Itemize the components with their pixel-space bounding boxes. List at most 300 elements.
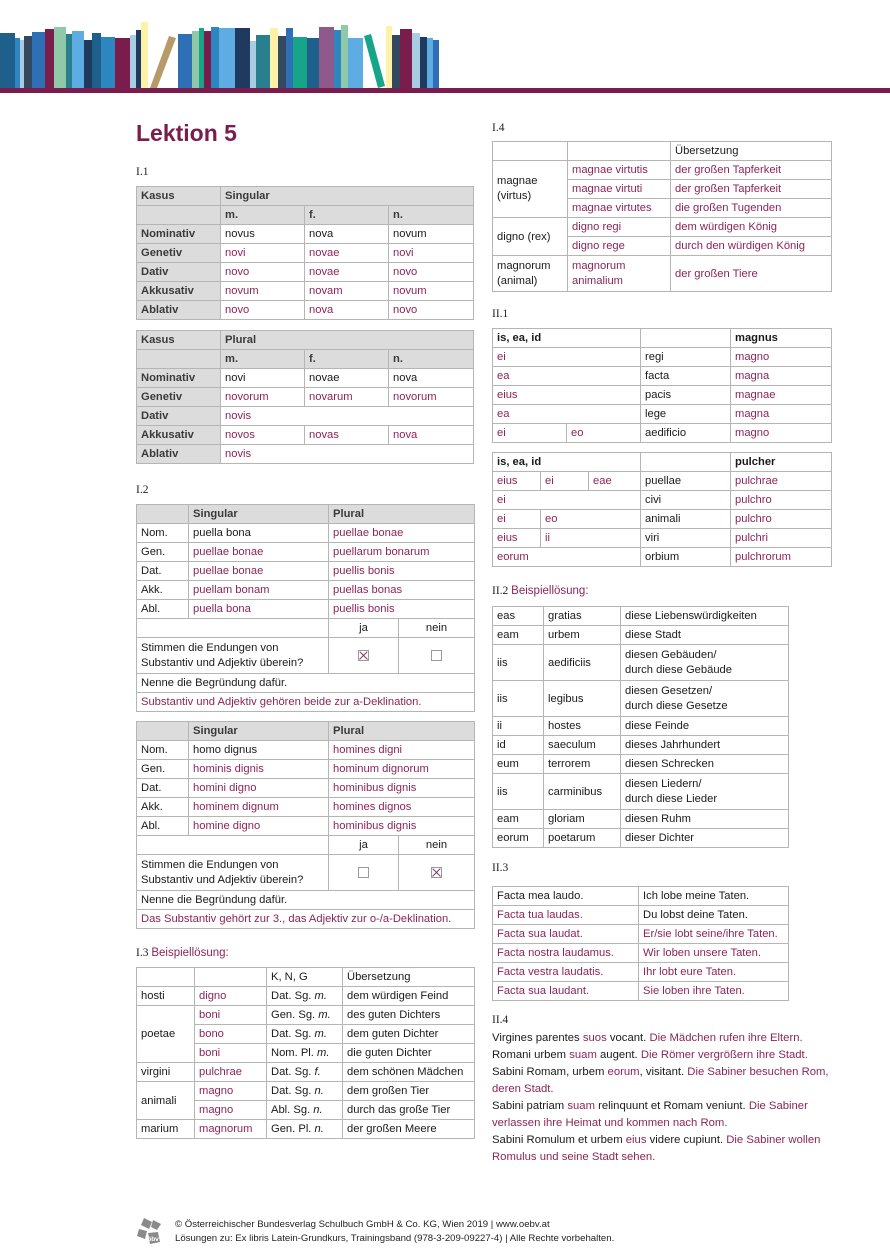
section-label-ii2	[492, 585, 589, 597]
table-row	[137, 426, 474, 445]
noun-cell: gloriam	[544, 810, 621, 829]
noun-cell: orbium	[641, 548, 731, 567]
translation-cell: der großen Meere	[343, 1120, 475, 1139]
form-cell: digno rege	[568, 237, 671, 256]
kng-cell: Dat. Sg. m.	[267, 987, 343, 1006]
adjective-cell: magno	[195, 1082, 267, 1101]
table-cell: homine digno	[189, 817, 329, 836]
case-label: Akkusativ	[137, 426, 221, 445]
adjective-cell: magno	[195, 1101, 267, 1120]
table-row	[137, 817, 475, 836]
case-label: Nom.	[137, 524, 189, 543]
adjective-cell: pulchro	[731, 510, 832, 529]
header-cell: f.	[305, 350, 389, 369]
table-row	[137, 760, 475, 779]
header-cell: Singular	[189, 505, 329, 524]
table-row	[137, 798, 475, 817]
translation-cell: dem würdigen Feind	[343, 987, 475, 1006]
table-row	[493, 472, 832, 491]
pronoun-cell: iis	[493, 681, 544, 717]
section-label-i1: I.1	[136, 166, 149, 178]
noun-cell: virgini	[137, 1063, 195, 1082]
footer-copyright: © Österreichischer Bundesverlag Schulbuch GmbH & Co. KG, Wien 2019 | www.oebv.at	[175, 1219, 550, 1230]
pronoun-cell: ea	[493, 367, 641, 386]
header-cell: Singular	[189, 722, 329, 741]
shelf-line	[0, 88, 890, 93]
header-cell: K, N, G	[267, 968, 343, 987]
table-row	[493, 607, 789, 626]
noun-cell: animali	[137, 1082, 195, 1120]
table-header-row	[137, 722, 475, 741]
adjective-cell: magno	[731, 348, 832, 367]
table-row	[137, 891, 475, 910]
header-cell: Kasus	[137, 331, 221, 350]
section-label-i4: I.4	[492, 122, 505, 134]
translation-cell: dem guten Dichter	[343, 1025, 475, 1044]
case-label: Abl.	[137, 817, 189, 836]
kng-cell: Dat. Sg. m.	[267, 1025, 343, 1044]
kng-cell: Abl. Sg. n.	[267, 1101, 343, 1120]
table-row	[137, 581, 475, 600]
table-cell: homines digni	[329, 741, 475, 760]
table-row	[137, 369, 474, 388]
table-cell: nova	[389, 426, 474, 445]
pronoun-cell: ei	[541, 472, 589, 491]
table-ii2	[492, 606, 789, 848]
latin-cell: Facta sua laudant.	[493, 982, 639, 1001]
table-cell: novae	[305, 244, 389, 263]
table-cell: novus	[221, 225, 305, 244]
table-row	[493, 963, 789, 982]
header-cell: n.	[389, 206, 474, 225]
logo-text: öbv	[147, 1236, 159, 1243]
noun-cell: facta	[641, 367, 731, 386]
table-row	[493, 645, 789, 681]
table-row	[137, 1063, 475, 1082]
noun-cell: puellae	[641, 472, 731, 491]
noun-cell: viri	[641, 529, 731, 548]
table-row	[137, 638, 475, 674]
table-row	[137, 836, 475, 855]
noun-cell: poetarum	[544, 829, 621, 848]
adjective-cell: pulchri	[731, 529, 832, 548]
case-label: Nom.	[137, 741, 189, 760]
form-cell: magnae virtuti	[568, 180, 671, 199]
table-row	[137, 600, 475, 619]
table-row	[493, 906, 789, 925]
adjective-cell: pulchrorum	[731, 548, 832, 567]
table-row	[137, 543, 475, 562]
case-label: Ablativ	[137, 301, 221, 320]
noun-cell: civi	[641, 491, 731, 510]
book-spines	[0, 22, 439, 88]
pronoun-cell: eum	[493, 755, 544, 774]
adjective-cell: magna	[731, 405, 832, 424]
table-cell: puellarum bonarum	[329, 543, 475, 562]
sentence-line: Sabini Romulum et urbem eius videre cupiunt. Die Sabiner wollen	[492, 1134, 821, 1146]
header-cell: is, ea, id	[493, 453, 641, 472]
table-i2-puella	[136, 504, 475, 712]
table-cell: novae	[305, 263, 389, 282]
table-i4	[492, 141, 832, 292]
case-label: Akk.	[137, 581, 189, 600]
table-cell: novi	[221, 369, 305, 388]
table-row	[137, 741, 475, 760]
header-cell: f.	[305, 206, 389, 225]
noun-cell: hosti	[137, 987, 195, 1006]
translation-cell: der großen Tapferkeit	[671, 161, 832, 180]
table-cell: puella bona	[189, 524, 329, 543]
section-number: I.3	[136, 947, 149, 959]
table-cell: novorum	[389, 388, 474, 407]
table-cell: novas	[305, 426, 389, 445]
translation-cell: dieses Jahrhundert	[621, 736, 789, 755]
translation-cell: Du lobst deine Taten.	[639, 906, 789, 925]
reason-prompt: Nenne die Begründung dafür.	[137, 891, 475, 910]
table-cell: puellis bonis	[329, 600, 475, 619]
table-row	[493, 717, 789, 736]
pronoun-cell: id	[493, 736, 544, 755]
table-row	[493, 161, 832, 180]
table-cell: hominem dignum	[189, 798, 329, 817]
table-row	[137, 779, 475, 798]
header-cell: Übersetzung	[343, 968, 475, 987]
case-label: Genetiv	[137, 244, 221, 263]
header-cell: Plural	[329, 505, 475, 524]
adjective-cell: boni	[195, 1006, 267, 1025]
sample-solution-label: Beispiellösung:	[511, 585, 589, 597]
noun-cell: magnorum (animal)	[493, 256, 568, 292]
translation-cell: durch den würdigen König	[671, 237, 832, 256]
sentence-line: Romani urbem suam augent. Die Römer vergrößern ihre Stadt.	[492, 1049, 808, 1061]
table-cell: novum	[389, 282, 474, 301]
table-header-row	[137, 968, 475, 987]
case-label: Dat.	[137, 562, 189, 581]
noun-cell: regi	[641, 348, 731, 367]
question-text: Stimmen die Endungen von Substantiv und Adjektiv überein?	[137, 638, 329, 674]
translation-cell: Ich lobe meine Taten.	[639, 887, 789, 906]
table-header-row	[137, 350, 474, 369]
section-label-i3	[136, 947, 229, 959]
translation-cell: diese Stadt	[621, 626, 789, 645]
translation-cell: diesen Ruhm	[621, 810, 789, 829]
table-row	[493, 626, 789, 645]
table-row	[493, 256, 832, 292]
table-header-row	[493, 142, 832, 161]
table-cell: novis	[221, 407, 474, 426]
translation-cell: dem schönen Mädchen	[343, 1063, 475, 1082]
checkbox-no[interactable]	[431, 650, 442, 661]
sample-solution-label: Beispiellösung:	[151, 947, 229, 959]
table-cell: homines dignos	[329, 798, 475, 817]
table-cell: hominibus dignis	[329, 817, 475, 836]
table-cell: nova	[389, 369, 474, 388]
table-row	[493, 944, 789, 963]
reason-prompt: Nenne die Begründung dafür.	[137, 674, 475, 693]
translation-cell: diese Feinde	[621, 717, 789, 736]
table-row	[137, 225, 474, 244]
noun-cell: marium	[137, 1120, 195, 1139]
adjective-cell: magnae	[731, 386, 832, 405]
table-i3	[136, 967, 475, 1139]
adjective-cell: magno	[731, 424, 832, 443]
section-label-ii3: II.3	[492, 862, 509, 874]
translation-cell: der großen Tiere	[671, 256, 832, 292]
translation-cell: Ihr lobt eure Taten.	[639, 963, 789, 982]
table-header-row	[137, 331, 474, 350]
translation-cell: die guten Dichter	[343, 1044, 475, 1063]
case-label: Ablativ	[137, 445, 221, 464]
table-row	[137, 445, 474, 464]
noun-cell: terrorem	[544, 755, 621, 774]
table-ii1-pulcher	[492, 452, 832, 567]
adjective-cell: magna	[731, 367, 832, 386]
pronoun-cell: eius	[493, 386, 641, 405]
header-cell: n.	[389, 350, 474, 369]
table-cell: novo	[221, 301, 305, 320]
table-row	[137, 855, 475, 891]
adjective-cell: pulchrae	[195, 1063, 267, 1082]
table-cell: homini digno	[189, 779, 329, 798]
sentence-line: Sabini Romam, urbem eorum, visitant. Die Sabiner besuchen Rom,	[492, 1066, 829, 1078]
table-cell: puellas bonas	[329, 581, 475, 600]
table-cell: novos	[221, 426, 305, 445]
pronoun-cell: ei	[493, 491, 641, 510]
pronoun-cell: iis	[493, 774, 544, 810]
table-cell: novae	[305, 369, 389, 388]
footer-source: Lösungen zu: Ex libris Latein-Grundkurs, Trainingsband (978-3-209-09227-4) | Alle Rechte vorbehalten.	[175, 1232, 615, 1244]
pronoun-cell: ea	[493, 405, 641, 424]
section-label-i2: I.2	[136, 484, 149, 496]
pronoun-cell: eae	[589, 472, 641, 491]
pronoun-cell: ei	[493, 510, 541, 529]
adjective-cell: digno	[195, 987, 267, 1006]
header-cell: m.	[221, 206, 305, 225]
adjective-cell: bono	[195, 1025, 267, 1044]
header-cell: is, ea, id	[493, 329, 641, 348]
page-title: Lektion 5	[136, 120, 237, 146]
latin-cell: Facta tua laudas.	[493, 906, 639, 925]
sentence-line: Romulus und seine Stadt sehen.	[492, 1151, 656, 1163]
table-cell: puellis bonis	[329, 562, 475, 581]
table-row	[137, 693, 475, 712]
translation-cell: dem würdigen König	[671, 218, 832, 237]
translation-cell: diesen Liedern/ durch diese Lieder	[621, 774, 789, 810]
case-label: Gen.	[137, 760, 189, 779]
table-cell: puellae bonae	[329, 524, 475, 543]
table-header-row	[137, 206, 474, 225]
sentence-line: Virgines parentes suos vocant. Die Mädchen rufen ihre Eltern.	[492, 1032, 803, 1044]
header-cell: magnus	[731, 329, 832, 348]
checkbox-yes[interactable]	[358, 867, 369, 878]
table-cell: nova	[305, 301, 389, 320]
table-row	[493, 887, 789, 906]
table-i1-plural	[136, 330, 474, 464]
table-cell: novorum	[221, 388, 305, 407]
table-i1-singular	[136, 186, 474, 320]
kng-cell: Dat. Sg. f.	[267, 1063, 343, 1082]
table-cell: hominis dignis	[189, 760, 329, 779]
table-ii1-magnus	[492, 328, 832, 443]
table-cell: novo	[389, 301, 474, 320]
table-row	[493, 774, 789, 810]
noun-cell: aedificiis	[544, 645, 621, 681]
header-cell: m.	[221, 350, 305, 369]
table-row	[137, 301, 474, 320]
yes-label: ja	[329, 836, 399, 855]
pronoun-cell: eius	[493, 472, 541, 491]
section-label-ii1: II.1	[492, 308, 509, 320]
pronoun-cell: eas	[493, 607, 544, 626]
table-cell: puellae bonae	[189, 562, 329, 581]
table-row	[493, 529, 832, 548]
table-row	[137, 910, 475, 929]
pronoun-cell: iis	[493, 645, 544, 681]
no-label: nein	[399, 836, 475, 855]
table-row	[493, 829, 789, 848]
table-row	[493, 424, 832, 443]
adjective-cell: pulchrae	[731, 472, 832, 491]
section-label-ii4: II.4	[492, 1014, 509, 1026]
latin-cell: Facta mea laudo.	[493, 887, 639, 906]
yes-label: ja	[329, 619, 399, 638]
case-label: Dativ	[137, 407, 221, 426]
form-cell: magnae virtutes	[568, 199, 671, 218]
adjective-cell: boni	[195, 1044, 267, 1063]
sentence-line: deren Stadt.	[492, 1083, 554, 1095]
kng-cell: Dat. Sg. n.	[267, 1082, 343, 1101]
noun-cell: pacis	[641, 386, 731, 405]
case-label: Akkusativ	[137, 282, 221, 301]
pronoun-cell: eorum	[493, 548, 641, 567]
noun-cell: carminibus	[544, 774, 621, 810]
table-cell: nova	[305, 225, 389, 244]
pronoun-cell: eo	[567, 424, 641, 443]
table-row	[137, 244, 474, 263]
table-ii3	[492, 886, 789, 1001]
noun-cell: magnae (virtus)	[493, 161, 568, 218]
adjective-cell: magnorum	[195, 1120, 267, 1139]
table-row	[137, 1006, 475, 1025]
translation-cell: diesen Gesetzen/ durch diese Gesetze	[621, 681, 789, 717]
pronoun-cell: eorum	[493, 829, 544, 848]
translation-cell: der großen Tapferkeit	[671, 180, 832, 199]
form-cell: digno regi	[568, 218, 671, 237]
table-cell: novi	[389, 244, 474, 263]
table-row	[493, 348, 832, 367]
noun-cell: urbem	[544, 626, 621, 645]
table-header-row	[137, 505, 475, 524]
translation-cell: diesen Gebäuden/ durch diese Gebäude	[621, 645, 789, 681]
translation-cell: Sie loben ihre Taten.	[639, 982, 789, 1001]
table-cell: puellae bonae	[189, 543, 329, 562]
checkbox-yes-checked[interactable]	[358, 650, 369, 661]
table-row	[137, 987, 475, 1006]
bookshelf-banner	[0, 0, 890, 96]
noun-cell: digno (rex)	[493, 218, 568, 256]
table-cell: novarum	[305, 388, 389, 407]
form-cell: magnorum animalium	[568, 256, 671, 292]
kng-cell: Gen. Pl. n.	[267, 1120, 343, 1139]
translation-cell: diesen Schrecken	[621, 755, 789, 774]
latin-cell: Facta nostra laudamus.	[493, 944, 639, 963]
table-row	[137, 1120, 475, 1139]
translation-cell: Wir loben unsere Taten.	[639, 944, 789, 963]
form-cell: magnae virtutis	[568, 161, 671, 180]
pronoun-cell: ei	[493, 424, 567, 443]
kng-cell: Nom. Pl. m.	[267, 1044, 343, 1063]
table-row	[137, 524, 475, 543]
table-i2-homo	[136, 721, 475, 929]
noun-cell: aedificio	[641, 424, 731, 443]
adjective-cell: pulchro	[731, 491, 832, 510]
noun-cell: lege	[641, 405, 731, 424]
footer	[175, 1218, 614, 1245]
table-row	[493, 681, 789, 717]
question-text: Stimmen die Endungen von Substantiv und Adjektiv überein?	[137, 855, 329, 891]
translation-cell: dem großen Tier	[343, 1082, 475, 1101]
table-cell: puella bona	[189, 600, 329, 619]
table-row	[137, 282, 474, 301]
table-row	[493, 386, 832, 405]
header-cell: Plural	[329, 722, 475, 741]
no-label: nein	[399, 619, 475, 638]
header-cell: Übersetzung	[671, 142, 832, 161]
table-header-row	[137, 187, 474, 206]
noun-cell: hostes	[544, 717, 621, 736]
table-cell: hominum dignorum	[329, 760, 475, 779]
table-cell: puellam bonam	[189, 581, 329, 600]
noun-cell: legibus	[544, 681, 621, 717]
table-cell: homo dignus	[189, 741, 329, 760]
table-row	[493, 982, 789, 1001]
pronoun-cell: eam	[493, 626, 544, 645]
table-row	[493, 491, 832, 510]
table-row	[493, 218, 832, 237]
table-cell: novum	[221, 282, 305, 301]
pronoun-cell: eo	[541, 510, 641, 529]
case-label: Akk.	[137, 798, 189, 817]
table-row	[493, 755, 789, 774]
case-label: Nominativ	[137, 225, 221, 244]
translation-cell: Er/sie lobt seine/ihre Taten.	[639, 925, 789, 944]
reason-answer: Substantiv und Adjektiv gehören beide zur a-Deklination.	[137, 693, 475, 712]
table-row	[493, 405, 832, 424]
table-cell: novo	[389, 263, 474, 282]
case-label: Genetiv	[137, 388, 221, 407]
noun-cell: animali	[641, 510, 731, 529]
pronoun-cell: ii	[493, 717, 544, 736]
latin-cell: Facta sua laudat.	[493, 925, 639, 944]
translation-cell: die großen Tugenden	[671, 199, 832, 218]
oebv-logo-icon	[136, 1216, 164, 1246]
table-row	[493, 810, 789, 829]
table-row	[137, 388, 474, 407]
case-label: Dat.	[137, 779, 189, 798]
checkbox-no-checked[interactable]	[431, 867, 442, 878]
translation-cell: diese Liebenswürdigkeiten	[621, 607, 789, 626]
sentence-line: verlassen ihre Heimat und kommen nach Rom.	[492, 1117, 728, 1129]
table-row	[137, 562, 475, 581]
table-row	[493, 510, 832, 529]
translation-cell: dieser Dichter	[621, 829, 789, 848]
pronoun-cell: eam	[493, 810, 544, 829]
header-cell: pulcher	[731, 453, 832, 472]
table-row	[137, 407, 474, 426]
translation-cell: durch das große Tier	[343, 1101, 475, 1120]
table-row	[493, 736, 789, 755]
sentence-line: Sabini patriam suam relinquunt et Romam veniunt. Die Sabiner	[492, 1100, 808, 1112]
